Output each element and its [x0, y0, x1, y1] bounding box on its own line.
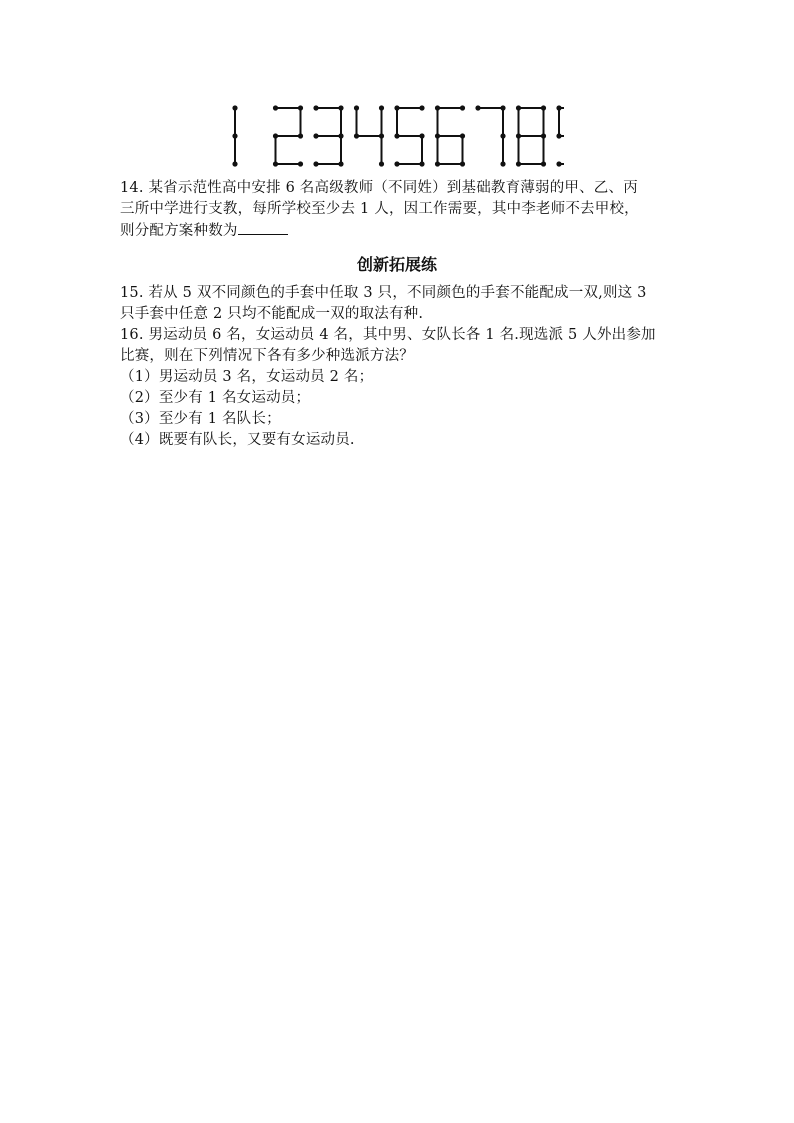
question-16-part-2: （2）至少有 1 名女运动员； [120, 390, 311, 406]
matchstick-head [232, 105, 237, 110]
matchstick-head [394, 161, 399, 166]
matchstick-digit-3 [313, 105, 343, 166]
matchstick-head [338, 133, 343, 138]
matchstick-digit-7 [475, 105, 505, 166]
matchstick-head [435, 161, 440, 166]
section-heading: 创新拓展练 [356, 255, 437, 274]
matchstick-digit-6 [435, 105, 465, 166]
matchstick-head [500, 105, 505, 110]
matchstick-head [394, 105, 399, 110]
question-16 [120, 325, 656, 451]
matchstick-head [273, 105, 278, 110]
matchstick-digits-figure [228, 102, 564, 170]
matchstick-head [516, 133, 521, 138]
matchstick-head [541, 161, 546, 166]
matchstick-head [419, 133, 424, 138]
matchstick-head [232, 161, 237, 166]
matchstick-head [232, 133, 237, 138]
matchstick-head [338, 161, 343, 166]
matchstick-head [354, 105, 359, 110]
matchstick-digit-5 [394, 105, 424, 166]
question-15-line-2: 只手套中任意 2 只均不能配成一双的取法有种. [120, 306, 424, 322]
matchstick-head [460, 133, 465, 138]
question-15-line-1: 15. 若从 5 双不同颜色的手套中任取 3 只，不同颜色的手套不能配成一双,则这 3 [120, 285, 647, 301]
matchstick-head [516, 105, 521, 110]
matchstick-head [419, 161, 424, 166]
matchstick-head [298, 105, 303, 110]
matchstick-head [556, 105, 561, 110]
question-16-line-1: 16. 男运动员 6 名，女运动员 4 名，其中男、女队长各 1 名.现选派 5 人外出参加 [120, 327, 656, 343]
matchstick-head [460, 161, 465, 166]
matchstick-head [435, 133, 440, 138]
question-14-line-3-text: 则分配方案种数为 [120, 223, 238, 239]
matchstick-head [379, 105, 384, 110]
question-16-line-2: 比赛，则在下列情况下各有多少种选派方法？ [120, 348, 414, 364]
question-14-line-2: 三所中学进行支教，每所学校至少去 1 人，因工作需要，其中李老师不去甲校， [120, 201, 639, 217]
matchstick-head [298, 133, 303, 138]
matchstick-head [394, 133, 399, 138]
matchstick-digit-9 [556, 105, 564, 166]
matchstick-head [338, 105, 343, 110]
question-16-part-3: （3）至少有 1 名队长； [120, 411, 281, 427]
matchstick-head [379, 161, 384, 166]
matchstick-head [541, 133, 546, 138]
matchstick-head [298, 161, 303, 166]
matchstick-digit-1 [232, 105, 237, 166]
matchstick-head [379, 133, 384, 138]
matchstick-head [516, 161, 521, 166]
matchstick-head [435, 105, 440, 110]
question-16-part-4: （4）既要有队长，又要有女运动员. [120, 432, 355, 448]
question-14-line-1: 14. 某省示范性高中安排 6 名高级教师（不同姓）到基础教育薄弱的甲、乙、丙 [120, 180, 638, 196]
matchstick-head [313, 161, 318, 166]
question-14-line-3 [120, 220, 639, 242]
matchstick-digit-4 [354, 105, 384, 166]
matchstick-head [273, 133, 278, 138]
matchstick-head [500, 133, 505, 138]
matchstick-head [313, 105, 318, 110]
matchstick-head [419, 105, 424, 110]
matchstick-head [273, 161, 278, 166]
matchstick-digit-8 [516, 105, 546, 166]
matchstick-head [556, 133, 561, 138]
question-15 [120, 283, 647, 325]
matchstick-head [556, 161, 561, 166]
matchstick-head [475, 105, 480, 110]
answer-blank [238, 220, 288, 235]
matchstick-head [460, 105, 465, 110]
matchstick-head [354, 133, 359, 138]
matchstick-digit-2 [273, 105, 303, 166]
matchstick-head [500, 161, 505, 166]
question-16-part-1: （1）男运动员 3 名，女运动员 2 名； [120, 369, 374, 385]
question-14 [120, 178, 639, 242]
matchstick-head [541, 105, 546, 110]
matchstick-head [313, 133, 318, 138]
